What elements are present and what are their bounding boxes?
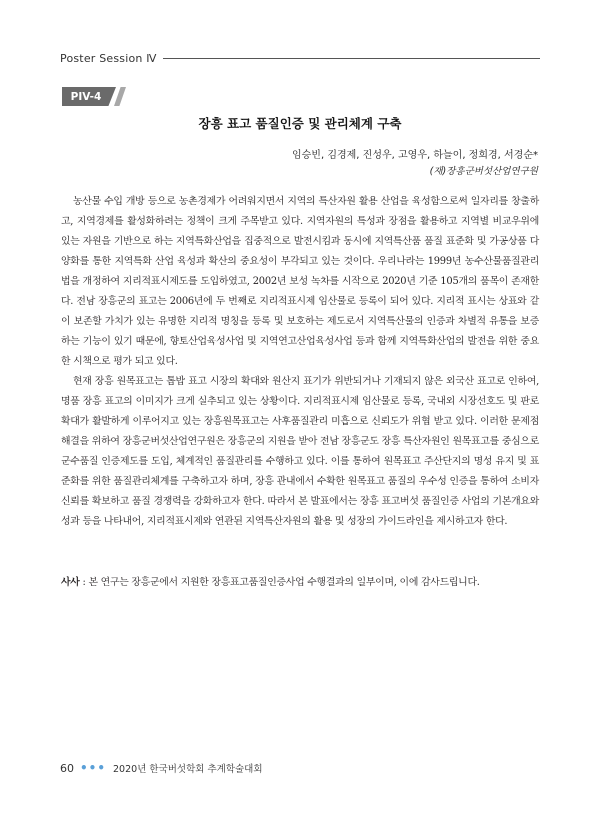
session-label: Poster Session Ⅳ: [60, 51, 157, 65]
acknowledgement-text: 본 연구는 장흥군에서 지원한 장흥표고품질인증사업 수행결과의 일부이며, 이에 감사드립니다.: [88, 577, 480, 588]
acknowledgement: [61, 574, 541, 592]
affiliation: (재)장흥군버섯산업연구원: [429, 166, 538, 177]
poster-code-badge: [62, 87, 124, 106]
page-number: 60: [60, 761, 74, 775]
author-list: 임승빈, 김경제, 진성우, 고영우, 하늘이, 정희경, 서경순*: [291, 150, 538, 161]
footer-dots: •••: [80, 761, 107, 775]
abstract-paragraph: 현재 장흥 원목표고는 톱밥 표고 시장의 확대와 원산지 표기가 위반되거나 기재되지 않은 외국산 표고로 인하여, 명품 장흥 표고의 이미지가 크게 실추되고 있는 상황이다. 지리적표시제 임산물로 등록, 국내외 시장선호도 및 판로 확대가 활발하게 이루어지고 있는 장흥원목표고는 사후품질관리 미흡으로 신뢰도가 위협 받고 있다. 이러한 문제점 해결을 위하여 장흥군버섯산업연구원은 장흥군의 지원을 받아 전남 장흥군도 장흥 특산자원인 원목표고를 중심으로 군수품질 인증제도를 도입, 체계적인 품질관리를 수행하고 있다. 이를 통하여 원목표고 주산단지의 명성 유지 및 표준화를 위한 품질관리체계를 구축하고자 하며, 장흥 관내에서 수확한 원목표고 품질의 우수성 인증을 통하여 소비자 신뢰를 확보하고 품질 경쟁력을 강화하고자 한다. 따라서 본 발표에서는 장흥 표고버섯 품질인증 사업의 기본개요와 성과 등을 나타내어, 지리적표시제와 연관된 지역특산자원의 활용 및 성장의 가이드라인을 제시하고자 한다.: [61, 376, 539, 527]
acknowledgement-label: 사사: [61, 577, 80, 588]
paper-title: 장흥 표고 품질인증 및 관리체계 구축: [198, 116, 402, 131]
abstract-paragraph: 농산물 수입 개방 등으로 농촌경제가 어려워지면서 지역의 특산자원 활용 산업을 육성함으로써 일자리를 창출하고, 지역경제를 활성화하려는 정책이 크게 주목받고 있다. 지역자원의 특성과 장점을 활용하고 지역별 비교우위에 있는 자원을 기반으로 하는 지역특화산업을 집중적으로 발전시킴과 동시에 지역특산품 품질 표준화 및 가공상품 다양화를 통한 지역특화 산업 육성과 확산의 중요성이 부각되고 있는 것이다. 우리나라는 1999년 농수산물품질관리법을 개정하여 지리적표시제도를 도입하였고, 2002년 보성 녹차를 시작으로 2020년 기준 105개의 품목이 존재한다. 전남 장흥군의 표고는 2006년에 두 번째로 지리적표시제 임산물로 등록이 되어 있다. 지리적 표시는 상표와 같이 보존할 가치가 있는 유명한 지리적 명칭을 등록 및 보호하는 제도로서 지역특산물의 인증과 차별적 유통을 보증하는 기능이 있기 때문에, 향토산업육성사업 및 지역연고산업육성사업 등과 함께 지역특화산업의 발전을 위한 중요한 시책으로 평가 되고 있다.: [61, 196, 539, 367]
poster-code: PIV-4: [70, 90, 102, 103]
badge-accent: [114, 87, 126, 106]
header-rule: [163, 58, 540, 59]
page-footer: [60, 760, 263, 776]
running-header: [60, 50, 540, 66]
conference-name: 2020년 한국버섯학회 추계학술대회: [113, 764, 263, 775]
acknowledgement-separator: :: [79, 577, 89, 588]
abstract: [61, 192, 539, 532]
